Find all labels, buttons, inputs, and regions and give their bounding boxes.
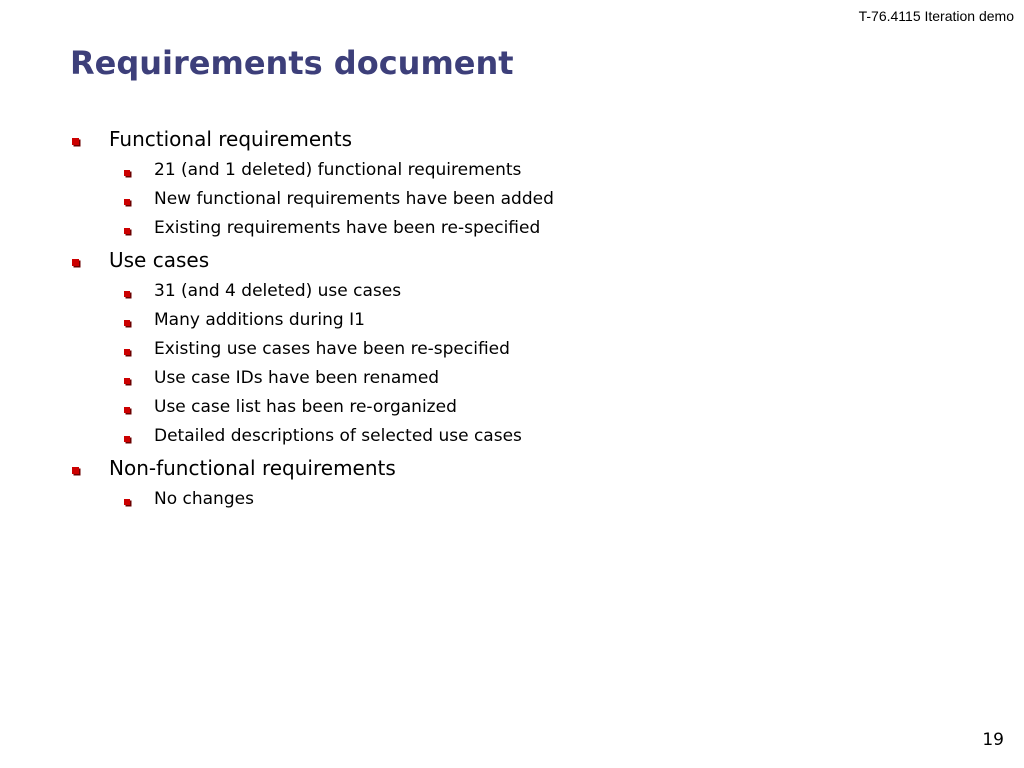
list-item — [70, 277, 970, 306]
list-item-text: Use case IDs have been renamed — [154, 368, 440, 388]
slide-title: Requirements document — [70, 44, 514, 82]
bullet-icon — [72, 467, 79, 474]
list-item-text: 31 (and 4 deleted) use cases — [154, 281, 402, 301]
list-item — [70, 156, 970, 185]
course-header-label: T-76.4115 Iteration demo — [858, 8, 1014, 24]
section-functional-requirements — [70, 122, 970, 156]
bullet-icon — [72, 138, 79, 145]
list-item — [70, 306, 970, 335]
bullet-icon — [124, 199, 130, 205]
bullet-list — [70, 122, 970, 514]
bullet-icon — [124, 291, 130, 297]
list-item — [70, 485, 970, 514]
list-item — [70, 364, 970, 393]
list-item-text: Existing requirements have been re-specified — [154, 218, 541, 238]
bullet-icon — [124, 349, 130, 355]
section-non-functional-requirements — [70, 451, 970, 485]
list-item — [70, 335, 970, 364]
bullet-icon — [124, 170, 130, 176]
list-item-text: New functional requirements have been added — [154, 189, 554, 209]
section-label: Non-functional requirements — [109, 456, 396, 480]
page-number: 19 — [982, 730, 1004, 750]
bullet-icon — [72, 259, 79, 266]
list-item-text: 21 (and 1 deleted) functional requirements — [154, 160, 522, 180]
bullet-icon — [124, 378, 130, 384]
section-use-cases — [70, 243, 970, 277]
section-label: Use cases — [109, 248, 210, 272]
list-item — [70, 214, 970, 243]
list-item — [70, 422, 970, 451]
list-item-text: Use case list has been re-organized — [154, 397, 457, 417]
list-item — [70, 393, 970, 422]
bullet-icon — [124, 228, 130, 234]
bullet-icon — [124, 320, 130, 326]
list-item-text: Existing use cases have been re-specified — [154, 339, 510, 359]
list-item-text: Many additions during I1 — [154, 310, 365, 330]
section-label: Functional requirements — [109, 127, 353, 151]
list-item-text: No changes — [154, 489, 254, 509]
list-item — [70, 185, 970, 214]
bullet-icon — [124, 499, 130, 505]
bullet-icon — [124, 407, 130, 413]
bullet-icon — [124, 436, 130, 442]
list-item-text: Detailed descriptions of selected use cases — [154, 426, 522, 446]
